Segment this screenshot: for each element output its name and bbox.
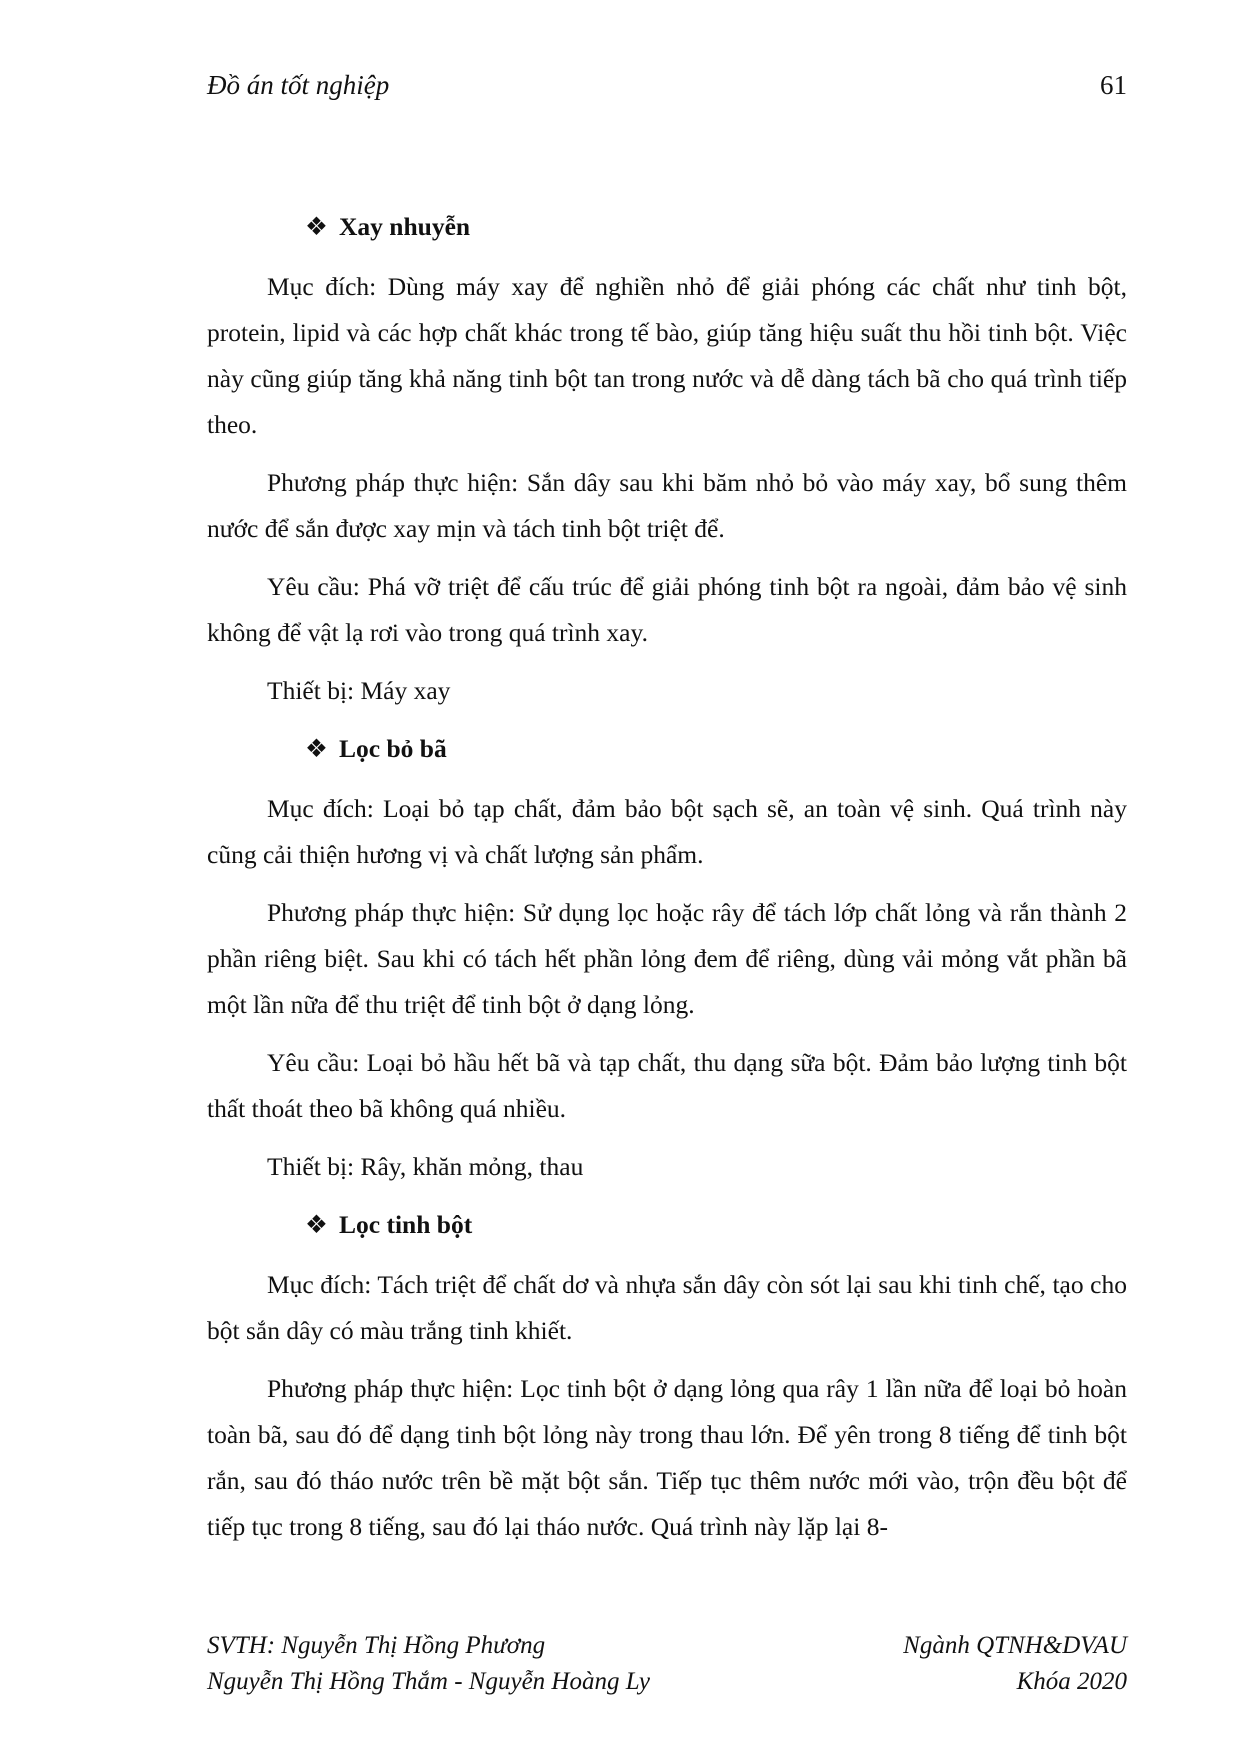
section-heading-text: Xay nhuyễn bbox=[339, 212, 471, 241]
diamond-bullet-icon: ❖ bbox=[305, 212, 328, 241]
footer-authors-line2: Nguyễn Thị Hồng Thắm - Nguyễn Hoàng Ly bbox=[207, 1668, 650, 1695]
paragraph: Yêu cầu: Phá vỡ triệt để cấu trúc để giải phóng tinh bột ra ngoài, đảm bảo vệ sinh không để vật lạ rơi vào trong quá trình xay. bbox=[207, 572, 1127, 647]
footer-authors-line1: SVTH: Nguyễn Thị Hồng Phương bbox=[207, 1632, 546, 1659]
section-heading-xay-nhuyen bbox=[207, 204, 1127, 250]
page-footer bbox=[207, 1628, 1127, 1700]
paragraph: Mục đích: Dùng máy xay để nghiền nhỏ để giải phóng các chất như tinh bột, protein, lipid và các hợp chất khác trong tế bào, giúp tăng hiệu suất thu hồi tinh bột. Việc này cũng giúp tăng khả năng tinh bột tan trong nước và dễ dàng tách bã cho quá trình tiếp theo. bbox=[207, 272, 1127, 439]
header-title: Đồ án tốt nghiệp bbox=[207, 70, 390, 100]
section-heading-loc-tinh-bot bbox=[207, 1202, 1127, 1248]
section-heading-loc-bo-ba bbox=[207, 726, 1127, 772]
paragraph: Yêu cầu: Loại bỏ hầu hết bã và tạp chất, thu dạng sữa bột. Đảm bảo lượng tinh bột thất thoát theo bã không quá nhiều. bbox=[207, 1048, 1127, 1123]
page-content bbox=[207, 204, 1127, 1562]
paragraph: Phương pháp thực hiện: Sử dụng lọc hoặc rây để tách lớp chất lỏng và rắn thành 2 phần riêng biệt. Sau khi có tách hết phần lỏng đem để riêng, dùng vải mỏng vắt phần bã một lần nữa để thu triệt để tinh bột ở dạng lỏng. bbox=[207, 898, 1127, 1019]
paragraph: Phương pháp thực hiện: Sắn dây sau khi băm nhỏ bỏ vào máy xay, bổ sung thêm nước để sắn được xay mịn và tách tinh bột triệt để. bbox=[207, 468, 1127, 543]
paragraph: Mục đích: Loại bỏ tạp chất, đảm bảo bột sạch sẽ, an toàn vệ sinh. Quá trình này cũng cải thiện hương vị và chất lượng sản phẩm. bbox=[207, 794, 1127, 869]
footer-cohort: Khóa 2020 bbox=[1016, 1668, 1127, 1695]
footer-major: Ngành QTNH&DVAU bbox=[903, 1632, 1127, 1659]
paragraph: Mục đích: Tách triệt để chất dơ và nhựa sắn dây còn sót lại sau khi tinh chế, tạo cho bột sắn dây có màu trắng tinh khiết. bbox=[207, 1270, 1127, 1345]
diamond-bullet-icon: ❖ bbox=[305, 734, 328, 763]
section-heading-text: Lọc tinh bột bbox=[339, 1210, 473, 1239]
paragraph: Thiết bị: Rây, khăn mỏng, thau bbox=[267, 1152, 584, 1181]
diamond-bullet-icon: ❖ bbox=[305, 1210, 328, 1239]
paragraph: Thiết bị: Máy xay bbox=[267, 676, 451, 705]
page-number: 61 bbox=[1100, 70, 1127, 100]
section-heading-text: Lọc bỏ bã bbox=[339, 734, 447, 763]
paragraph: Phương pháp thực hiện: Lọc tinh bột ở dạng lỏng qua rây 1 lần nữa để loại bỏ hoàn toàn bã, sau đó để dạng tinh bột lỏng này trong thau lớn. Để yên trong 8 tiếng để tinh bột rắn, sau đó tháo nước trên bề mặt bột sắn. Tiếp tục thêm nước mới vào, trộn đều bột để tiếp tục trong 8 tiếng, sau đó lại tháo nước. Quá trình này lặp lại 8- bbox=[207, 1374, 1127, 1541]
page-header bbox=[207, 70, 1127, 110]
